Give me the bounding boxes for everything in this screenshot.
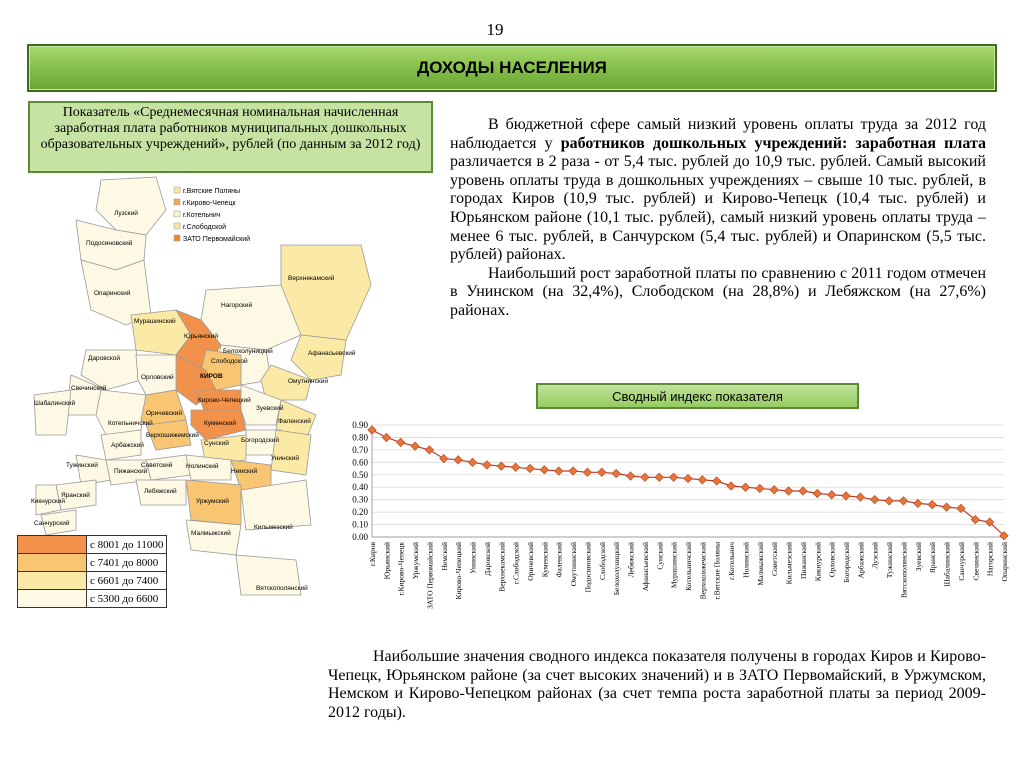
x-tick-label: Куменский bbox=[540, 542, 550, 578]
map-label-arbazhsky: Арбажский bbox=[111, 442, 144, 449]
map-label-shabalinsky: Шабалинский bbox=[34, 400, 76, 407]
x-tick-label: Нолинский bbox=[741, 542, 751, 578]
legend-label-4: с 5300 до 6600 bbox=[87, 590, 167, 608]
bottom-paragraph: Наибольшие значения сводного индекса показателя получены в городах Киров и Кирово-Чепецк, Юрьянском районе (за счет высоких значений) и в ЗАТО Первомайский, в Уржумском, Немском и Кирово-Чепецком районах (за счет темпа роста заработной платы за период 2009-2012 годы). bbox=[328, 648, 986, 721]
map-top-legend-vp: г.Вятские Поляны bbox=[183, 188, 241, 195]
map-label-urzhumsky: Уржумский bbox=[196, 498, 229, 505]
x-tick-label: Орловский bbox=[827, 542, 837, 578]
page-number: 19 bbox=[486, 20, 504, 39]
x-tick-label: г.Киров bbox=[368, 542, 377, 567]
x-tick-label: Даровской bbox=[482, 542, 492, 576]
x-tick-label: г.Слободской bbox=[511, 542, 521, 585]
x-tick-label: Пижанский bbox=[798, 542, 808, 579]
map-label-oparinsky: Опаринский bbox=[94, 290, 131, 297]
map-label-verkhoshizhemsky: Верхошижемский bbox=[146, 432, 199, 439]
chart-title: Сводный индекс показателя bbox=[536, 383, 859, 409]
map-label-verkhnekamsky: Верхнекамский bbox=[288, 275, 335, 282]
map-label-kirov: КИРОВ bbox=[200, 373, 223, 380]
map-label-bogorodsky: Богородский bbox=[241, 437, 279, 444]
map-top-legend-kot: г.Котельнич bbox=[183, 212, 221, 219]
x-tick-label: Лебяжский bbox=[626, 542, 636, 578]
map-label-yaransky: Яранский bbox=[61, 492, 90, 499]
paragraph-2: Наибольший рост заработной платы по сравнению с 2011 годом отмечен в Унинском (на 32,4%), Слободском (на 28,8%) и Лебяжском (на 27,6%) районах. bbox=[450, 264, 986, 319]
map-label-malmyzhsky: Малмыжский bbox=[191, 530, 231, 537]
map-top-legend-kch: г.Кирово-Чепецк bbox=[183, 200, 236, 207]
map-label-podosinovsky: Подосиновский bbox=[86, 240, 133, 247]
x-tick-label: Тужинский bbox=[885, 542, 895, 579]
bottom-text bbox=[328, 648, 986, 722]
region-luzsky bbox=[96, 177, 166, 235]
map-label-darovskoy: Даровской bbox=[88, 355, 121, 362]
x-tick-label: г.Котельнич bbox=[727, 542, 737, 580]
x-tick-label: Санчурский bbox=[956, 542, 966, 581]
map-label-kumensky: Куменский bbox=[204, 420, 236, 427]
y-tick-label: 0.50 bbox=[352, 469, 368, 480]
x-tick-label: Богородский bbox=[842, 542, 851, 583]
map-top-legend-zato: ЗАТО Первомайский bbox=[183, 236, 251, 243]
x-tick-label: г.Кирово-Чепецк bbox=[396, 542, 406, 596]
x-tick-label: Малмыжский bbox=[755, 542, 765, 586]
x-tick-label: Вятскополянский bbox=[899, 542, 909, 599]
paragraph-1-part-1: В бюджетной сфере самый низкий уровень оплаты труда за 2012 год наблюдается у bbox=[450, 116, 986, 152]
map-label-zuevsky: Зуевский bbox=[256, 405, 284, 412]
region-kotelnichsky bbox=[96, 390, 146, 435]
map-label-omutninsky: Омутнинский bbox=[288, 378, 328, 385]
x-tick-label: Подосиновский bbox=[583, 542, 593, 593]
y-tick-label: 0.70 bbox=[352, 444, 368, 455]
x-tick-label: Белохолуницкий bbox=[612, 542, 622, 596]
x-tick-label: Уржумский bbox=[411, 542, 421, 579]
legend-swatch-2 bbox=[18, 554, 87, 572]
map-top-legend-slob: г.Слободской bbox=[183, 224, 227, 231]
legend-row-2 bbox=[18, 554, 167, 572]
map-label-pizhansky: Пижанский bbox=[114, 468, 148, 475]
indicator-caption: Показатель «Среднемесячная номинальная начисленная заработная плата работников муниципальных дошкольных образовательных учреждений», рублей (по данным за 2012 год) bbox=[28, 101, 433, 173]
x-tick-label: Сунский bbox=[655, 542, 665, 570]
map-label-sovetsky: Советский bbox=[141, 462, 173, 469]
map-label-afanasyevsky: Афанасьевский bbox=[308, 350, 356, 357]
legend-label-1: с 8001 до 11000 bbox=[87, 536, 167, 554]
x-tick-label: Мурашинский bbox=[669, 542, 679, 589]
map-label-vyatskopolyansky: Вятскополянский bbox=[256, 585, 308, 592]
x-tick-label: Опаринский bbox=[1000, 542, 1009, 582]
x-tick-label: Омутнинский bbox=[569, 542, 579, 587]
x-tick-label: Нагорский bbox=[985, 542, 995, 577]
paragraph-1-part-2: различается в 2 раза - от 5,4 тыс. рублей до 10,9 тыс. рублей. Самый высокий уровень оплаты труда в дошкольных учреждениях – свыше 10 тыс. рублей, в городах Киров (10,9 тыс. рублей) и Кирово-Чепецк (10,4 тыс. рублей) и Юрьянском районе (10,1 тыс. рублей), самый низкий уровень оплаты труда – менее 6 тыс. рублей, в Санчурском (5,4 тыс. рублей) и Опаринском (5,5 тыс. рублей) районах. bbox=[450, 153, 986, 264]
paragraph-1 bbox=[450, 116, 986, 265]
x-tick-label: Фаленский bbox=[554, 542, 564, 578]
x-tick-label: Немский bbox=[439, 542, 449, 571]
region-shabalinsky bbox=[34, 390, 71, 435]
map-label-kilmezsky: Кильмезский bbox=[254, 524, 293, 531]
x-tick-label: Унинский bbox=[468, 542, 478, 574]
y-tick-label: 0.30 bbox=[352, 494, 368, 505]
x-tick-label: ЗАТО Первомайский bbox=[425, 542, 435, 609]
legend-row-3 bbox=[18, 572, 167, 590]
map-label-lebyazhsky: Лебяжский bbox=[144, 488, 177, 495]
index-chart bbox=[332, 415, 1020, 609]
map-label-nagorsky: Нагорский bbox=[221, 302, 253, 309]
x-tick-label: Юрьянский bbox=[382, 542, 392, 580]
map-label-svechinsky: Свечинский bbox=[71, 385, 107, 392]
map-top-legend bbox=[174, 187, 250, 243]
x-tick-label: Зуевский bbox=[913, 542, 923, 572]
legend-label-3: с 6601 до 7400 bbox=[87, 572, 167, 590]
x-tick-label: Свечинский bbox=[971, 542, 981, 581]
map-label-unsky: Унинский bbox=[271, 455, 300, 462]
map-label-kirovo-chepetsky: Кирово-Чепецкий bbox=[198, 397, 251, 404]
x-tick-label: Оричевский bbox=[526, 542, 535, 581]
x-tick-label: Советский bbox=[770, 542, 780, 576]
body-text bbox=[450, 116, 986, 321]
map-label-tuzhinsky: Тужинский bbox=[66, 462, 98, 469]
x-tick-label: Слободской bbox=[597, 542, 607, 581]
legend-label-2: с 7401 до 8000 bbox=[87, 554, 167, 572]
x-tick-label: Яранский bbox=[928, 542, 938, 574]
region-afanasyevsky bbox=[291, 335, 346, 380]
y-tick-label: 0.40 bbox=[352, 482, 368, 493]
map-label-falenksky: Фаленский bbox=[278, 418, 311, 425]
x-tick-label: Арбажский bbox=[856, 542, 866, 579]
legend-row-4 bbox=[18, 590, 167, 608]
map-label-yuryansky: Юрьянский bbox=[184, 333, 219, 340]
paragraph-1-bold: работников дошкольных учреждений: заработная плата bbox=[560, 134, 986, 152]
legend-row-1 bbox=[18, 536, 167, 554]
y-tick-label: 0.00 bbox=[352, 532, 368, 542]
y-tick-label: 0.90 bbox=[352, 420, 368, 430]
map-label-nolinsky: Нолинский bbox=[186, 463, 219, 470]
y-tick-label: 0.20 bbox=[352, 507, 368, 518]
x-tick-label: Верхошижемский bbox=[698, 542, 708, 600]
x-tick-label: Лузский bbox=[870, 542, 880, 569]
legend-swatch-3 bbox=[18, 572, 87, 590]
x-tick-label: г.Вятские Поляны bbox=[712, 542, 722, 600]
map-label-sanchursky: Санчурский bbox=[34, 520, 70, 527]
map-label-kotelnichsky: Котельничский bbox=[108, 420, 153, 427]
x-tick-label: Кильмезский bbox=[784, 542, 794, 585]
y-tick-label: 0.10 bbox=[352, 519, 368, 530]
map-label-murashinsky: Мурашинский bbox=[134, 318, 176, 325]
page-title: ДОХОДЫ НАСЕЛЕНИЯ bbox=[417, 58, 607, 77]
map-label-slobodskoy: Слободской bbox=[211, 358, 248, 365]
map-label-belokholunitsky: Белохолуницкий bbox=[223, 348, 273, 355]
y-tick-label: 0.80 bbox=[352, 432, 368, 443]
x-tick-label: Шабалинский bbox=[942, 542, 952, 587]
map-label-orichevsky: Оричевский bbox=[146, 410, 183, 417]
map-label-luzsky: Лузский bbox=[114, 210, 138, 217]
map-label-orlovsky: Орловский bbox=[141, 374, 174, 381]
x-tick-label: Котельничский bbox=[684, 542, 693, 591]
x-tick-label: Верхнекамский bbox=[497, 542, 507, 592]
map-label-nemsky: Немский bbox=[231, 468, 258, 475]
legend-swatch-1 bbox=[18, 536, 87, 554]
map-legend bbox=[17, 535, 167, 608]
legend-swatch-4 bbox=[18, 590, 87, 608]
y-tick-label: 0.60 bbox=[352, 457, 368, 468]
map-label-sunsky: Сунский bbox=[204, 440, 229, 447]
x-tick-label: Кикнурский bbox=[813, 542, 823, 582]
title-banner bbox=[27, 44, 997, 92]
x-tick-label: Кирово-Чепецкий bbox=[454, 542, 464, 600]
region-malmyzhsky bbox=[186, 520, 241, 555]
x-tick-label: Афанасьевский bbox=[640, 542, 650, 592]
map-label-kiknursky: Кикнурский bbox=[31, 498, 65, 505]
